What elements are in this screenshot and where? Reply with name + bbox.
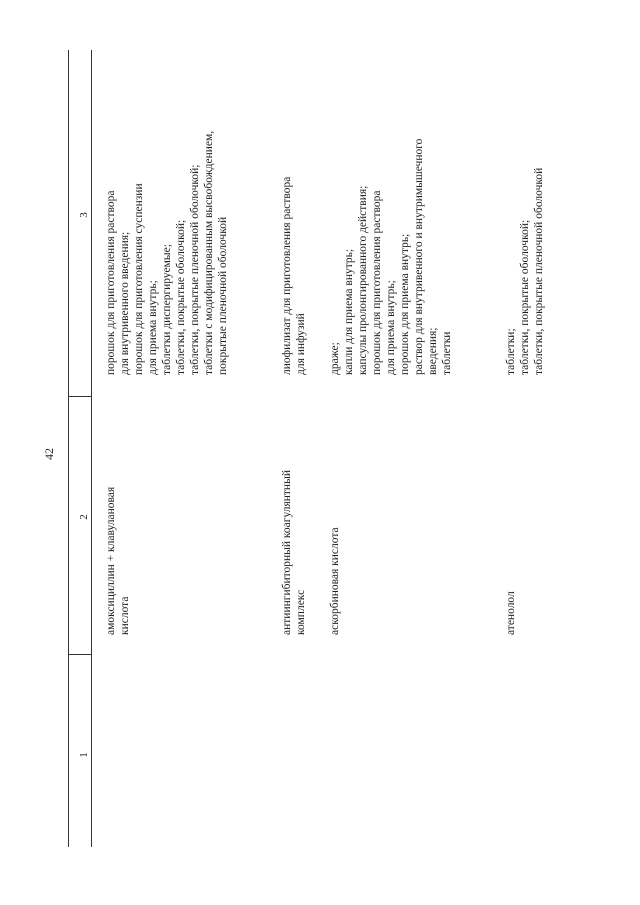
row-1-name-line-2: кислота: [119, 596, 131, 635]
row-1-form-line-3: порошок для приготовления суспензии: [133, 183, 145, 375]
row-1-form-line-7: таблетки, покрытые пленочной оболочкой;: [189, 164, 201, 375]
row-2-form-line-2: для инфузий: [295, 313, 307, 375]
column-divider-2: [68, 396, 92, 397]
table-top-border: [68, 50, 69, 847]
row-1-form-line-9: покрытые пленочной оболочкой: [217, 216, 229, 375]
row-4-form-line-3: таблетки, покрытые пленочной оболочкой: [533, 167, 545, 375]
row-4-form-line-2: таблетки, покрытые оболочкой;: [519, 219, 531, 375]
row-3-form-line-2: капли для приема внутрь;: [343, 248, 355, 375]
table-row-1-forms: [104, 131, 230, 375]
row-2-form-line-1: лиофилизат для приготовления раствора: [281, 176, 293, 375]
row-3-form-line-8: введения;: [427, 327, 439, 375]
row-3-form-line-1: драже;: [329, 342, 341, 375]
row-1-name-line-1: амоксициллин + клавулановая: [105, 486, 117, 635]
row-4-form-line-1: таблетки;: [505, 328, 517, 375]
row-3-form-line-6: порошок для приема внутрь;: [399, 233, 411, 375]
column-header-2: 2: [78, 514, 90, 520]
row-3-name-line-1: аскорбиновая кислота: [329, 527, 341, 635]
table-row-4-name: [504, 591, 518, 635]
table-row-3-name: [328, 527, 342, 635]
table-row-2-forms: [280, 177, 308, 375]
table-row-2-name: [280, 470, 308, 635]
row-1-form-line-4: для приема внутрь;: [147, 280, 159, 375]
row-1-form-line-2: для внутривенного введения;: [119, 231, 131, 375]
row-4-name-line-1: атенолол: [505, 591, 517, 635]
row-3-form-line-3: капсулы пролонгированного действия;: [357, 185, 369, 375]
column-header-3: 3: [78, 212, 90, 218]
row-1-form-line-1: порошок для приготовления раствора: [105, 190, 117, 375]
row-1-form-line-6: таблетки, покрытые оболочкой;: [175, 219, 187, 375]
row-3-form-line-7: раствор для внутривенного и внутримышечного: [413, 138, 425, 375]
row-3-form-line-5: для приема внутрь;: [385, 280, 397, 375]
header-bottom-border: [91, 50, 92, 847]
table-row-1-name: [104, 487, 132, 635]
table-row-4-forms: [504, 168, 546, 375]
column-header-1: 1: [78, 752, 90, 758]
table-row-3-forms: [328, 139, 454, 375]
column-divider-1: [68, 654, 92, 655]
page-number: 42: [42, 448, 56, 460]
row-1-form-line-5: таблетки диспергируемые;: [161, 244, 173, 375]
row-3-form-line-9: таблетки: [441, 331, 453, 375]
row-1-form-line-8: таблетки с модифицированным высвобождением,: [203, 130, 215, 375]
row-2-name-line-1: антиингибиторный коагулянтный: [281, 470, 293, 635]
row-2-name-line-2: комплекс: [295, 589, 307, 635]
row-3-form-line-4: порошок для приготовления раствора: [371, 190, 383, 375]
